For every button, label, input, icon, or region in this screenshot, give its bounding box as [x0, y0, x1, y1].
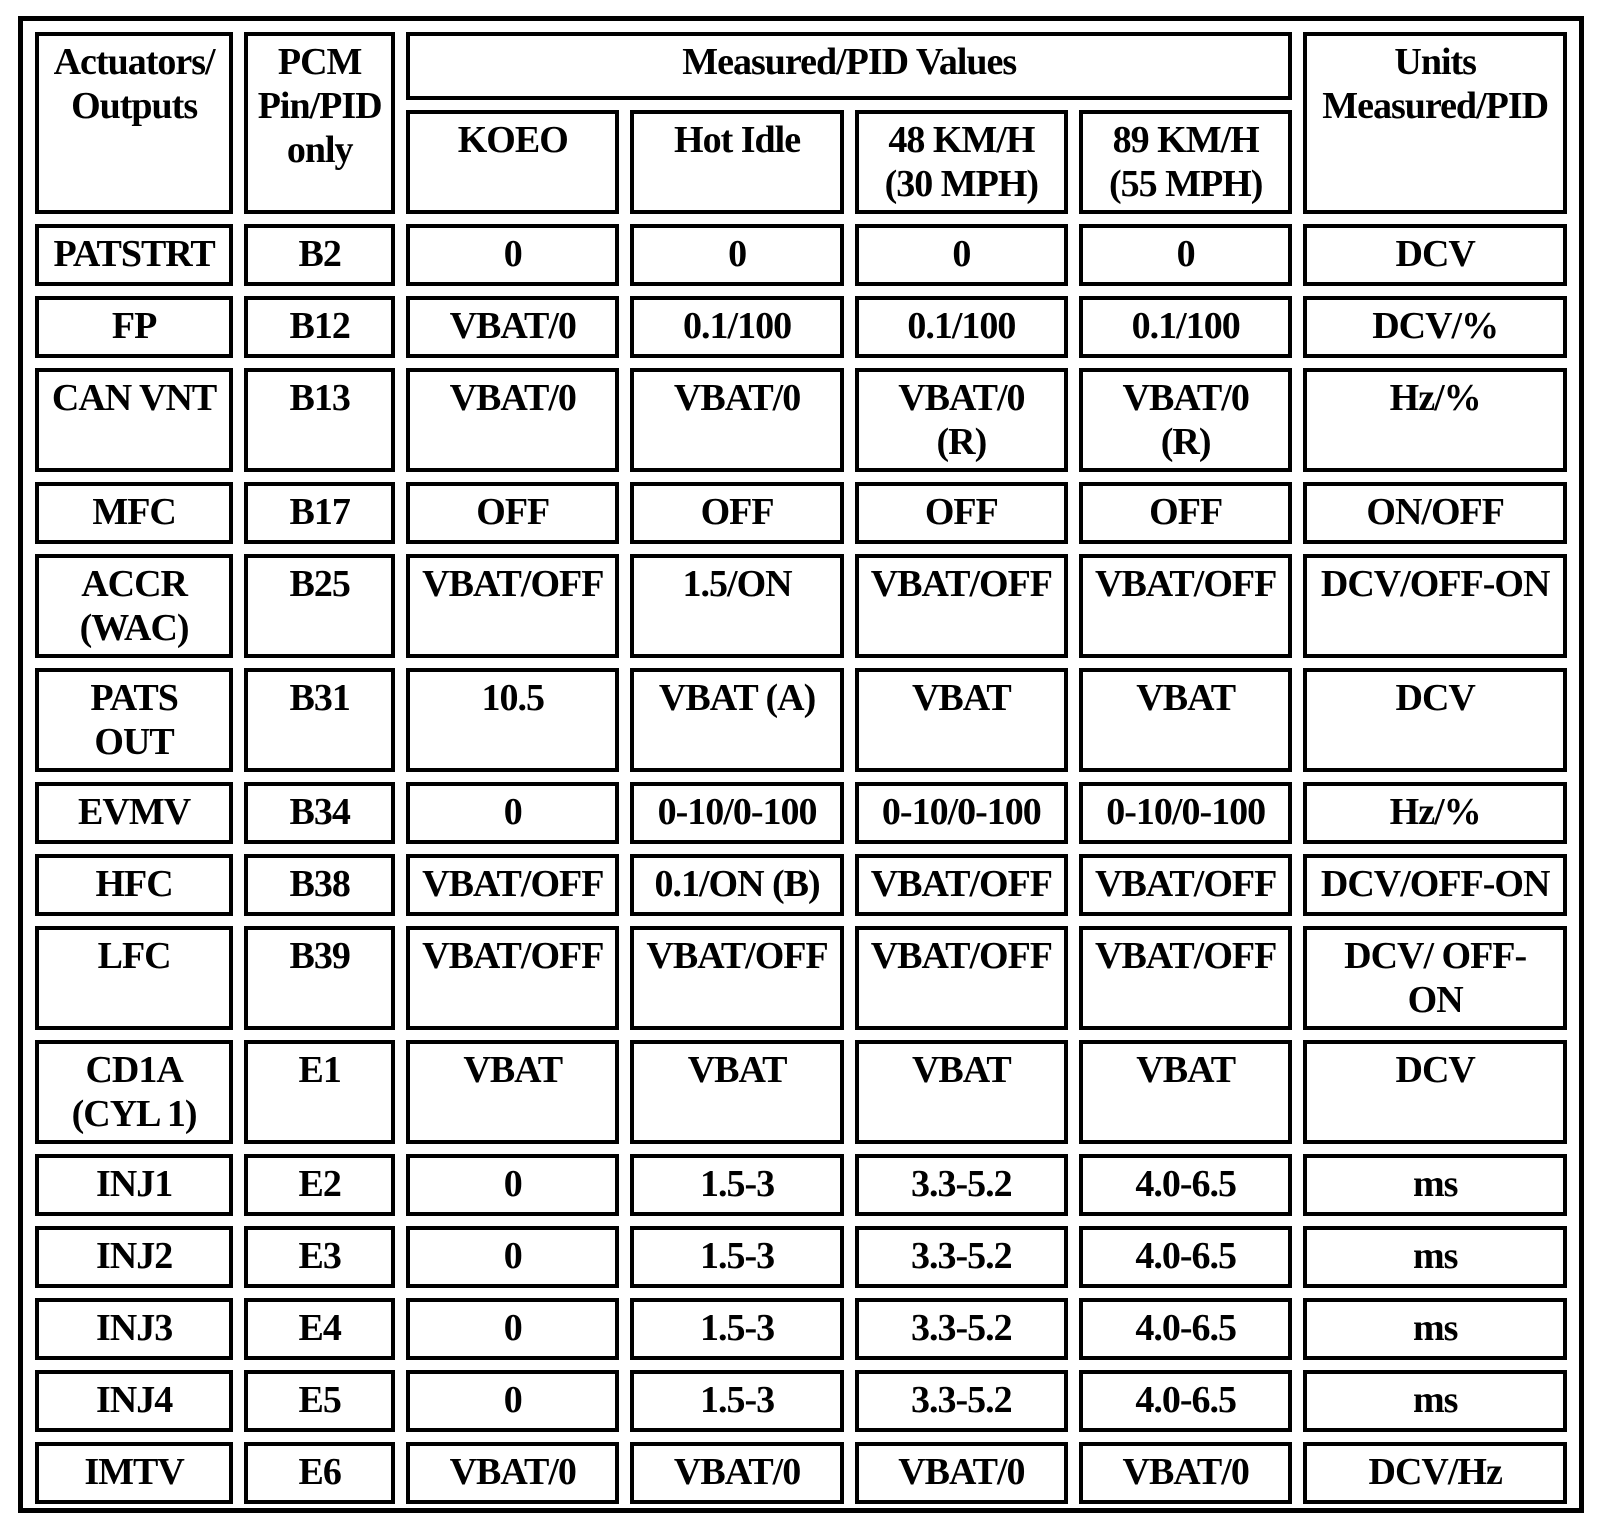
cell-koeo: 0	[406, 782, 619, 844]
cell-units: Hz/%	[1303, 782, 1567, 844]
table-row	[35, 926, 1567, 1030]
cell-actuator: ACCR (WAC)	[35, 554, 233, 658]
cell-actuator: FP	[35, 296, 233, 358]
cell-units: DCV	[1303, 1040, 1567, 1144]
cell-89-kmh: VBAT	[1079, 668, 1292, 772]
cell-48-kmh: VBAT/OFF	[855, 554, 1068, 658]
cell-units: ON/OFF	[1303, 482, 1567, 544]
table-row	[35, 482, 1567, 544]
table-row	[35, 1154, 1567, 1216]
cell-units: DCV/%	[1303, 296, 1567, 358]
cell-89-kmh: 4.0-6.5	[1079, 1370, 1292, 1432]
cell-48-kmh: OFF	[855, 482, 1068, 544]
cell-48-kmh: 0-10/0-100	[855, 782, 1068, 844]
cell-pcm-pin: B34	[244, 782, 395, 844]
cell-hot-idle: VBAT/OFF	[630, 926, 843, 1030]
cell-89-kmh: 0.1/100	[1079, 296, 1292, 358]
table-row	[35, 1298, 1567, 1360]
cell-pcm-pin: B39	[244, 926, 395, 1030]
cell-pcm-pin: E4	[244, 1298, 395, 1360]
cell-hot-idle: 0-10/0-100	[630, 782, 843, 844]
cell-koeo: VBAT/OFF	[406, 926, 619, 1030]
cell-pcm-pin: B13	[244, 368, 395, 472]
cell-units: DCV/Hz	[1303, 1442, 1567, 1504]
table-row	[35, 554, 1567, 658]
cell-89-kmh: VBAT/0	[1079, 1442, 1292, 1504]
cell-hot-idle: 1.5/ON	[630, 554, 843, 658]
cell-48-kmh: 3.3-5.2	[855, 1298, 1068, 1360]
table-row	[35, 1226, 1567, 1288]
cell-hot-idle: 1.5-3	[630, 1298, 843, 1360]
cell-actuator: INJ4	[35, 1370, 233, 1432]
cell-hot-idle: 1.5-3	[630, 1370, 843, 1432]
cell-koeo: VBAT/0	[406, 1442, 619, 1504]
cell-48-kmh: VBAT/OFF	[855, 926, 1068, 1030]
cell-koeo: 10.5	[406, 668, 619, 772]
table-row	[35, 854, 1567, 916]
cell-actuator: CD1A (CYL 1)	[35, 1040, 233, 1144]
header-measured-pid-values: Measured/PID Values	[406, 32, 1292, 100]
cell-hot-idle: VBAT/0	[630, 368, 843, 472]
cell-pcm-pin: B12	[244, 296, 395, 358]
header-units: Units Measured/PID	[1303, 32, 1567, 214]
cell-pcm-pin: B38	[244, 854, 395, 916]
table-row	[35, 1040, 1567, 1144]
cell-units: Hz/%	[1303, 368, 1567, 472]
cell-89-kmh: 0	[1079, 224, 1292, 286]
cell-89-kmh: VBAT/OFF	[1079, 926, 1292, 1030]
cell-48-kmh: VBAT	[855, 668, 1068, 772]
cell-hot-idle: VBAT	[630, 1040, 843, 1144]
cell-48-kmh: VBAT/OFF	[855, 854, 1068, 916]
header-89-kmh: 89 KM/H (55 MPH)	[1079, 110, 1292, 214]
cell-hot-idle: 0.1/100	[630, 296, 843, 358]
header-actuators-outputs: Actuators/ Outputs	[35, 32, 233, 214]
cell-units: DCV/OFF-ON	[1303, 854, 1567, 916]
table-row	[35, 1370, 1567, 1432]
table-row	[35, 296, 1567, 358]
cell-89-kmh: 0-10/0-100	[1079, 782, 1292, 844]
cell-hot-idle: 1.5-3	[630, 1154, 843, 1216]
cell-units: ms	[1303, 1226, 1567, 1288]
cell-units: ms	[1303, 1154, 1567, 1216]
header-koeo: KOEO	[406, 110, 619, 214]
header-48-kmh: 48 KM/H (30 MPH)	[855, 110, 1068, 214]
cell-89-kmh: 4.0-6.5	[1079, 1226, 1292, 1288]
cell-89-kmh: OFF	[1079, 482, 1292, 544]
cell-koeo: 0	[406, 1370, 619, 1432]
cell-hot-idle: VBAT/0	[630, 1442, 843, 1504]
cell-actuator: PATS OUT	[35, 668, 233, 772]
table-row	[35, 1442, 1567, 1504]
cell-actuator: EVMV	[35, 782, 233, 844]
cell-pcm-pin: E3	[244, 1226, 395, 1288]
cell-pcm-pin: E5	[244, 1370, 395, 1432]
cell-48-kmh: 3.3-5.2	[855, 1154, 1068, 1216]
cell-units: DCV	[1303, 224, 1567, 286]
cell-pcm-pin: E2	[244, 1154, 395, 1216]
cell-hot-idle: 1.5-3	[630, 1226, 843, 1288]
header-pcm-pin: PCM Pin/PID only	[244, 32, 395, 214]
cell-pcm-pin: E6	[244, 1442, 395, 1504]
table-row	[35, 668, 1567, 772]
cell-koeo: 0	[406, 1298, 619, 1360]
cell-koeo: 0	[406, 224, 619, 286]
cell-actuator: PATSTRT	[35, 224, 233, 286]
cell-units: ms	[1303, 1298, 1567, 1360]
cell-units: DCV	[1303, 668, 1567, 772]
cell-48-kmh: 3.3-5.2	[855, 1226, 1068, 1288]
cell-koeo: 0	[406, 1154, 619, 1216]
cell-hot-idle: 0.1/ON (B)	[630, 854, 843, 916]
table-row	[35, 224, 1567, 286]
table-row	[35, 782, 1567, 844]
cell-48-kmh: 3.3-5.2	[855, 1370, 1068, 1432]
cell-48-kmh: VBAT/0 (R)	[855, 368, 1068, 472]
cell-koeo: VBAT/0	[406, 368, 619, 472]
cell-actuator: MFC	[35, 482, 233, 544]
cell-pcm-pin: B25	[244, 554, 395, 658]
cell-units: ms	[1303, 1370, 1567, 1432]
cell-koeo: VBAT	[406, 1040, 619, 1144]
cell-48-kmh: VBAT/0	[855, 1442, 1068, 1504]
cell-pcm-pin: B31	[244, 668, 395, 772]
cell-pcm-pin: E1	[244, 1040, 395, 1144]
cell-48-kmh: 0.1/100	[855, 296, 1068, 358]
cell-89-kmh: VBAT/OFF	[1079, 854, 1292, 916]
cell-koeo: VBAT/0	[406, 296, 619, 358]
cell-actuator: INJ2	[35, 1226, 233, 1288]
cell-koeo: OFF	[406, 482, 619, 544]
cell-hot-idle: VBAT (A)	[630, 668, 843, 772]
cell-actuator: LFC	[35, 926, 233, 1030]
cell-units: DCV/ OFF- ON	[1303, 926, 1567, 1030]
table-body	[35, 224, 1567, 1504]
cell-actuator: HFC	[35, 854, 233, 916]
header-hot-idle: Hot Idle	[630, 110, 843, 214]
cell-89-kmh: VBAT/OFF	[1079, 554, 1292, 658]
cell-actuator: INJ1	[35, 1154, 233, 1216]
cell-89-kmh: 4.0-6.5	[1079, 1154, 1292, 1216]
cell-89-kmh: VBAT	[1079, 1040, 1292, 1144]
cell-48-kmh: 0	[855, 224, 1068, 286]
cell-48-kmh: VBAT	[855, 1040, 1068, 1144]
cell-actuator: IMTV	[35, 1442, 233, 1504]
cell-pcm-pin: B2	[244, 224, 395, 286]
cell-koeo: 0	[406, 1226, 619, 1288]
table-row	[35, 368, 1567, 472]
cell-pcm-pin: B17	[244, 482, 395, 544]
cell-actuator: INJ3	[35, 1298, 233, 1360]
cell-89-kmh: VBAT/0 (R)	[1079, 368, 1292, 472]
cell-units: DCV/OFF-ON	[1303, 554, 1567, 658]
cell-koeo: VBAT/OFF	[406, 554, 619, 658]
cell-hot-idle: 0	[630, 224, 843, 286]
cell-actuator: CAN VNT	[35, 368, 233, 472]
cell-89-kmh: 4.0-6.5	[1079, 1298, 1292, 1360]
pid-values-table	[24, 22, 1578, 1514]
cell-hot-idle: OFF	[630, 482, 843, 544]
cell-koeo: VBAT/OFF	[406, 854, 619, 916]
